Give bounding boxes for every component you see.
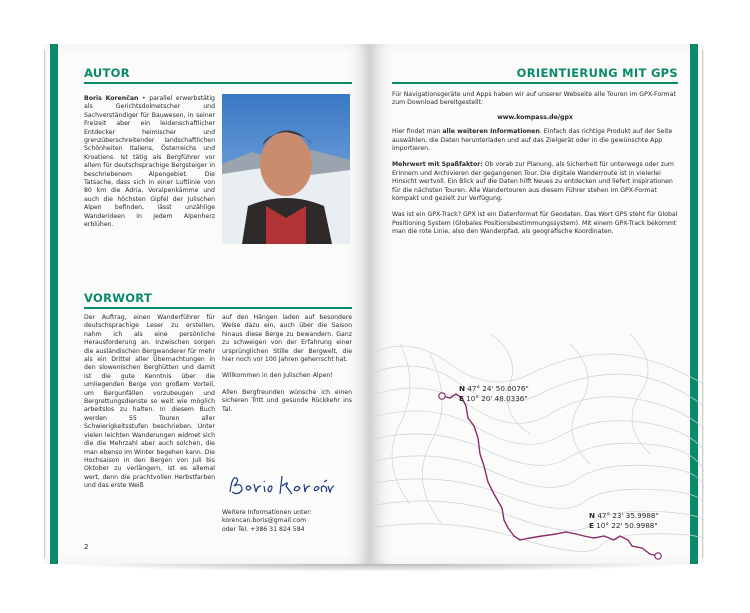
- end-coordinates: [589, 511, 659, 531]
- autor-heading: AUTOR: [84, 66, 130, 80]
- mehrwert-rest: Ob vorab zur Planung, als Sicherheit für unterwegs oder zum Erinnern und Archivieren der gegangenen Tour. Die digitale Wanderroute ist in vielerlei Hinsicht wertvoll. Ein Blick auf die Daten hilft Neues zu entdecken und liefert Inspirationen für die nächsten Touren. Alle Wandertouren aus diesem Führer stehen im GPX-Format kompakt und gezielt zur Verfügung.: [392, 161, 674, 203]
- end-n-value: 47° 23' 35.9988": [597, 511, 659, 520]
- start-e-label: E: [459, 394, 464, 403]
- gps-text: [392, 91, 678, 237]
- author-photo: [222, 94, 350, 244]
- contact-email[interactable]: korencan.boris@gmail.com: [222, 517, 307, 525]
- vorwort-heading: VORWORT: [84, 291, 153, 305]
- vorwort-closing: Allen Bergfreunden wünsche ich einen sicheren Tritt und gesunde Rückkehr ins Tal.: [222, 388, 352, 413]
- autor-name: Boris Korenčan: [84, 95, 139, 102]
- start-coordinates: [459, 384, 529, 404]
- track-end-marker: [655, 553, 661, 559]
- vorwort-paragraph: auf den Hängen laden auf besondere Weise dazu ein, auch über die Saison hinaus diese Berge zu bewandern. Ganz zu schweigen von der Erfahrung einer ursprünglichen Stille der Bergwelt, die hier noch vor 100 Jahren geherrscht hat.: [222, 314, 352, 364]
- info-bold: alle weiteren Informationen: [442, 128, 540, 136]
- info-lead: Hier findet man: [392, 128, 443, 136]
- mehrwert-paragraph: [392, 161, 678, 203]
- track-start-marker: [439, 393, 445, 399]
- gpx-download-link[interactable]: www.kompass.de/gpx: [497, 113, 573, 121]
- right-page: [370, 44, 704, 564]
- gps-info-paragraph: [392, 128, 678, 153]
- gps-heading: ORIENTIERUNG MIT GPS: [516, 66, 678, 80]
- gps-heading-rule: [392, 82, 678, 84]
- open-book: [44, 44, 704, 564]
- gps-intro: Für Navigationsgeräte und Apps haben wir auf unserer Webseite alle Touren im GPX-Format zum Download bereitgestellt:: [392, 91, 676, 107]
- gpx-track-line: [442, 394, 658, 556]
- page-number: 2: [84, 543, 89, 551]
- start-n-value: 47° 24' 50.0076": [467, 384, 529, 393]
- contact-phone: oder Tel. +386 31 824 584: [222, 525, 305, 533]
- contact-line-1: Weitere Informationen unter:: [222, 509, 312, 516]
- vorwort-column-2: [222, 314, 352, 414]
- vorwort-welcome: Willkommen in den Julischen Alpen!: [222, 372, 333, 380]
- page-edges-left: [44, 50, 46, 558]
- left-page: [44, 44, 370, 564]
- start-n-label: N: [459, 384, 466, 393]
- end-n-label: N: [589, 511, 596, 520]
- end-e-value: 10° 22' 50.9988": [596, 521, 658, 530]
- gpx-track-paragraph: Was ist ein GPX-Track? GPX ist ein Datenformat für Geodaten. Das Wort GPS steht für Global Positioning System (Globales Positionsbestimmungssystem). Mit einem GPX-Track bekommt man die rote Linie, also den Wanderpfad, als geografische Koordinaten.: [392, 211, 678, 236]
- left-accent-bar: [50, 44, 58, 564]
- autor-heading-rule: [84, 82, 352, 84]
- autor-bio: [84, 95, 215, 230]
- start-e-value: 10° 20' 48.0336": [466, 394, 528, 403]
- vorwort-column-1: Der Auftrag, einen Wanderführer für deutschsprachige Leser zu erstellen, nahm ich als eine persönliche Herausforderung an. Inzwischen sorgen die ausländischen Bergwanderer für mehr als ein Drittel aller Übernachtungen in den slowenischen Berghütten und damit ist die gute Kenntnis über die umliegenden Berge von großem Vorteil, um Bergunfällen vorzubeugen und Bergrettungsdienste so weit wie möglich arbeitslos zu halten. In diesem Buch werden 55 Touren aller Schwierigkeitsstufen beschrieben. Unter vielen leichten Wanderungen widmet sich die die Mehrzahl aber auch solchen, die man ebenso im Winter begehen kann. Die Hochsaison in den Bergen von Juli bis Oktober zu verlängern, ist es allemal wert, denn die prachtvollen Herbstfarben und das erste Weiß: [84, 314, 215, 490]
- end-e-label: E: [589, 521, 594, 530]
- contact-info: [222, 509, 352, 534]
- vorwort-heading-rule: [84, 307, 352, 309]
- mehrwert-bold: Mehrwert mit Spaßfaktor:: [392, 161, 483, 169]
- author-signature: [226, 470, 336, 504]
- info-rest: . Einfach das richtige Produkt auf der Seite auswählen, die Daten herunterladen und auf das Zielgerät oder in die gewünschte App importieren.: [392, 128, 673, 153]
- autor-bio-text: • parallel erwerbstätig als Gerichtsdolmetscher und Sachverständiger für Bauwesen, in seiner Freizeit aber ein leidenschaftlicher Entdecker heimischer und grenzüberschreitender landschaftlichen Schönheiten Italiens, Österreichs und Kroatiens. Ist tätig als Bergführer vor allem für deutschsprachige Bergsteiger in beschriebenem Alpengebiet. Die Tatsache, dass sich in einer Luftlinie von 80 km die Adria, Voralpenkämme und auch die höchsten Gipfel der Julischen Alpen befinden, lässt unzählige Wanderideen in jedem Alpenherz erblühen.: [84, 95, 215, 229]
